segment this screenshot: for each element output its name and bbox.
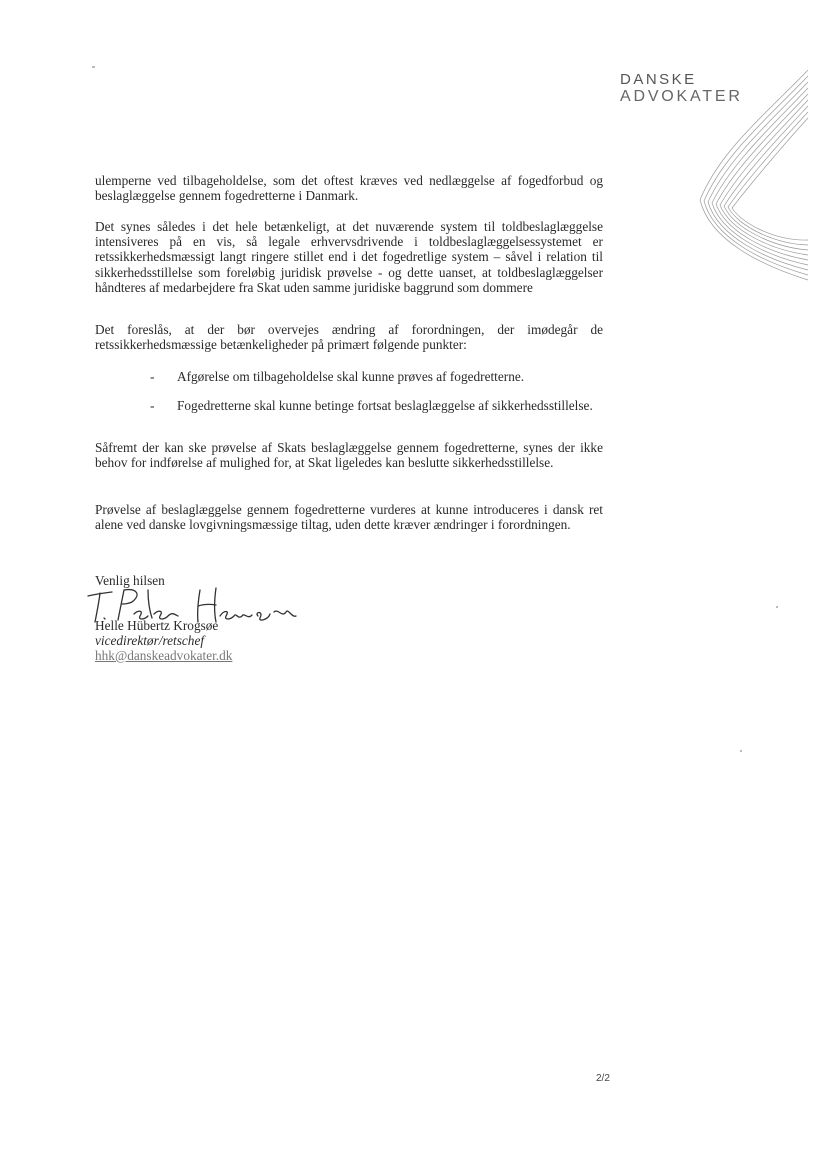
scan-speck: [92, 66, 95, 68]
signer-name: Helle Hübertz Krogsøe: [95, 618, 219, 633]
bullet-dash: -: [150, 369, 155, 384]
bullet-text: Fogedretterne skal kunne betinge fortsat beslaglæggelse af sikkerhedsstillelse.: [177, 398, 593, 413]
bullet-text: Afgørelse om tilbageholdelse skal kunne prøves af fogedretterne.: [177, 369, 525, 384]
signer-email-link[interactable]: hhk@danskeadvokater.dk: [95, 648, 233, 663]
signature-block: [95, 618, 232, 663]
paragraph-1: ulemperne ved tilbageholdelse, som det oftest kræves ved nedlæggelse af fogedforbud og beslaglæggelse gennem fogedretterne i Danmark.: [95, 173, 603, 204]
paragraph-5: Prøvelse af beslaglæggelse gennem fogedretterne vurderes at kunne introduceres i dansk ret alene ved danske lovgivningsmæssige tiltag, uden dette kræver ændringer i forordningen.: [95, 502, 603, 533]
page-number: 2/2: [596, 1073, 610, 1084]
bullet-item-1: [150, 369, 603, 384]
logo-line-1: DANSKE: [620, 71, 697, 88]
paragraph-4: Såfremt der kan ske prøvelse af Skats beslaglæggelse gennem fogedretterne, synes der ikke behov for indførelse af mulighed for, at Skat ligeledes kan beslutte sikkerhedsstillelse.: [95, 440, 603, 471]
bullet-item-2: [150, 398, 603, 413]
signer-title: vicedirektør/retschef: [95, 633, 205, 648]
logo-swoosh-icon: [690, 70, 810, 290]
logo-line-2: ADVOKATER: [620, 88, 743, 105]
bullet-dash: -: [150, 398, 155, 413]
scan-speck: [776, 606, 778, 608]
paragraph-3: Det foreslås, at der bør overvejes ændring af forordningen, der imødegår de retssikkerhedsmæssige betænkeligheder på primært følgende punkter:: [95, 322, 603, 353]
paragraph-2: Det synes således i det hele betænkeligt, at det nuværende system til toldbeslaglæggelse intensiveres på en vis, så legale erhvervsdrivende i toldbeslaglæggelsessystemet er retssikkerhedsmæssigt langt ringere stillet end i det fogedretlige system – såvel i relation til sikkerhedsstillelse som foreløbig juridisk prøvelse - og dette uanset, at toldbeslaglæggelser håndteres af medarbejdere fra Skat uden samme juridiske baggrund som dommere: [95, 219, 603, 295]
closing-greeting: Venlig hilsen: [95, 573, 165, 588]
scan-speck: [740, 750, 742, 752]
